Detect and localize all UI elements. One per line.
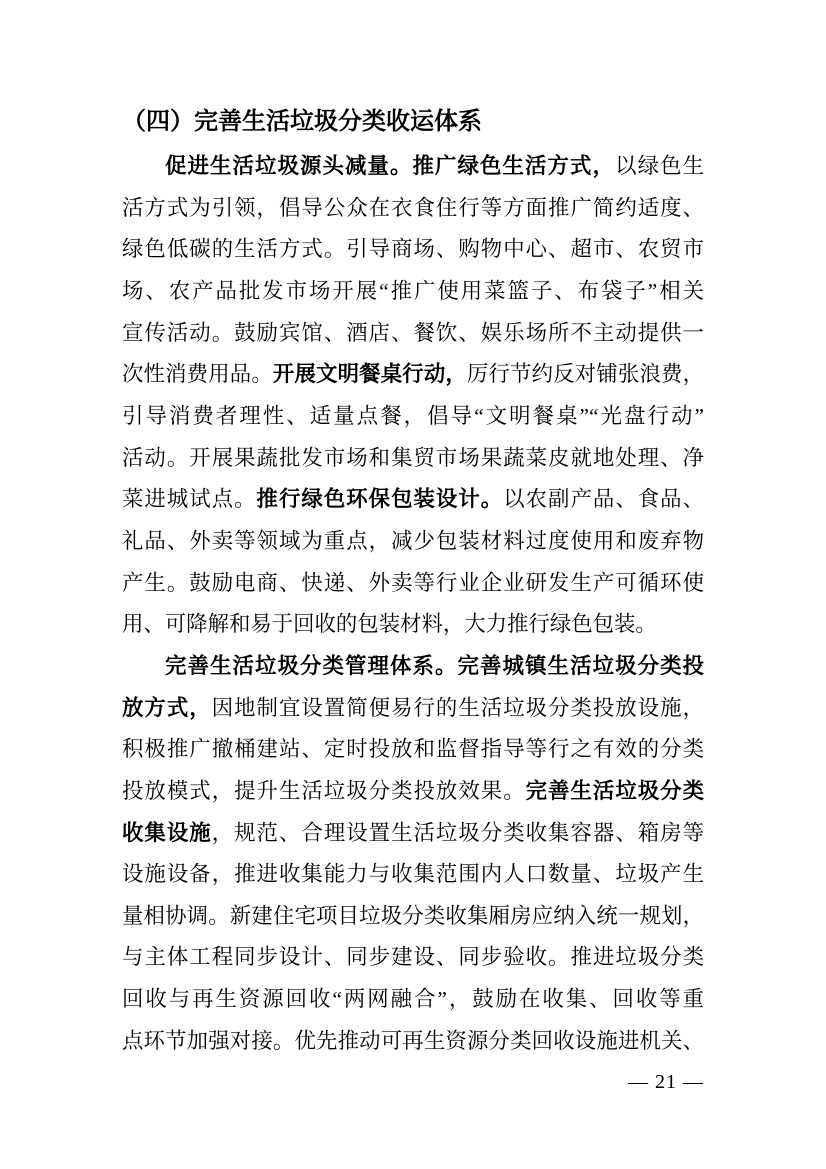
text-line <box>122 896 704 938</box>
text-line <box>122 313 704 355</box>
text-line <box>122 604 704 646</box>
text-run: 回收与再生资源回收“两网融合”，鼓励在收集、回收等重 <box>122 987 704 1012</box>
text-run: 积极推广撤桶建站、定时投放和监督指导等行之有效的分类 <box>122 737 704 762</box>
paragraph <box>122 646 704 1063</box>
text-run: 以绿色生 <box>615 154 704 178</box>
text-line <box>122 979 704 1021</box>
text-run: 投放模式，提升生活垃圾分类投放效果。 <box>122 778 526 803</box>
text-line <box>122 1021 704 1063</box>
bold-text-run: 放方式， <box>122 695 212 720</box>
text-run: 菜进城试点。 <box>122 487 257 512</box>
text-run: 与主体工程同步设计、同步建设、同步验收。推进垃圾分类 <box>122 945 704 970</box>
text-run: 引导消费者理性、适量点餐，倡导“文明餐桌”“光盘行动” <box>122 403 704 428</box>
text-line <box>122 354 704 396</box>
text-run: 因地制宜设置简便易行的生活垃圾分类投放设施， <box>211 695 704 720</box>
text-run: 以农副产品、食品、 <box>503 487 704 512</box>
document-body <box>122 146 704 1062</box>
text-run: 点环节加强对接。优先推动可再生资源分类回收设施进机关、 <box>122 1028 704 1053</box>
text-line <box>122 771 704 813</box>
text-run: 活动。开展果蔬批发市场和集贸市场果蔬菜皮就地处理、净 <box>122 445 704 470</box>
text-line <box>122 396 704 438</box>
text-line <box>122 229 704 271</box>
text-run: 厉行节约反对铺张浪费， <box>466 362 704 387</box>
text-line <box>122 271 704 313</box>
text-run: ，规范、合理设置生活垃圾分类收集容器、箱房等 <box>211 820 704 845</box>
section-heading: （四）完善生活垃圾分类收运体系 <box>122 108 482 135</box>
text-run: 设施设备，推进收集能力与收集范围内人口数量、垃圾产生 <box>122 862 704 887</box>
text-run: 次性消费用品。 <box>122 362 273 387</box>
text-run: 礼品、外卖等领域为重点，减少包装材料过度使用和废弃物 <box>122 528 704 553</box>
text-run: 场、农产品批发市场开展“推广使用菜篮子、布袋子”相关 <box>122 278 704 303</box>
text-line <box>122 479 704 521</box>
bold-text-run: 完善生活垃圾分类 <box>525 778 704 803</box>
text-run: 绿色低碳的生活方式。引导商场、购物中心、超市、农贸市 <box>122 237 704 262</box>
bold-text-run: 完善生活垃圾分类管理体系。完善城镇生活垃圾分类投 <box>165 653 704 678</box>
text-run: 量相协调。新建住宅项目垃圾分类收集厢房应纳入统一规划， <box>122 903 704 928</box>
text-run: 用、可降解和易于回收的包装材料，大力推行绿色包装。 <box>122 612 657 637</box>
paragraph <box>122 146 704 646</box>
text-line <box>122 438 704 480</box>
text-line <box>122 854 704 896</box>
text-line <box>122 688 704 730</box>
text-line <box>122 188 704 230</box>
text-line <box>122 729 704 771</box>
text-run: 宣传活动。鼓励宾馆、酒店、餐饮、娱乐场所不主动提供一 <box>122 320 704 345</box>
text-line <box>122 563 704 605</box>
text-line <box>122 813 704 855</box>
bold-text-run: 开展文明餐桌行动， <box>272 362 467 387</box>
bold-text-run: 推行绿色环保包装设计。 <box>256 487 504 512</box>
page-number: — 21 — <box>628 1071 704 1093</box>
text-line <box>122 937 704 979</box>
text-line <box>122 146 704 188</box>
text-line <box>122 646 704 688</box>
text-run: 产生。鼓励电商、快递、外卖等行业企业研发生产可循环使 <box>122 570 704 595</box>
bold-text-run: 促进生活垃圾源头减量。推广绿色生活方式， <box>165 154 616 178</box>
bold-text-run: 收集设施 <box>122 820 212 845</box>
text-run: 活方式为引领，倡导公众在衣食住行等方面推广简约适度、 <box>122 195 704 220</box>
text-line <box>122 521 704 563</box>
